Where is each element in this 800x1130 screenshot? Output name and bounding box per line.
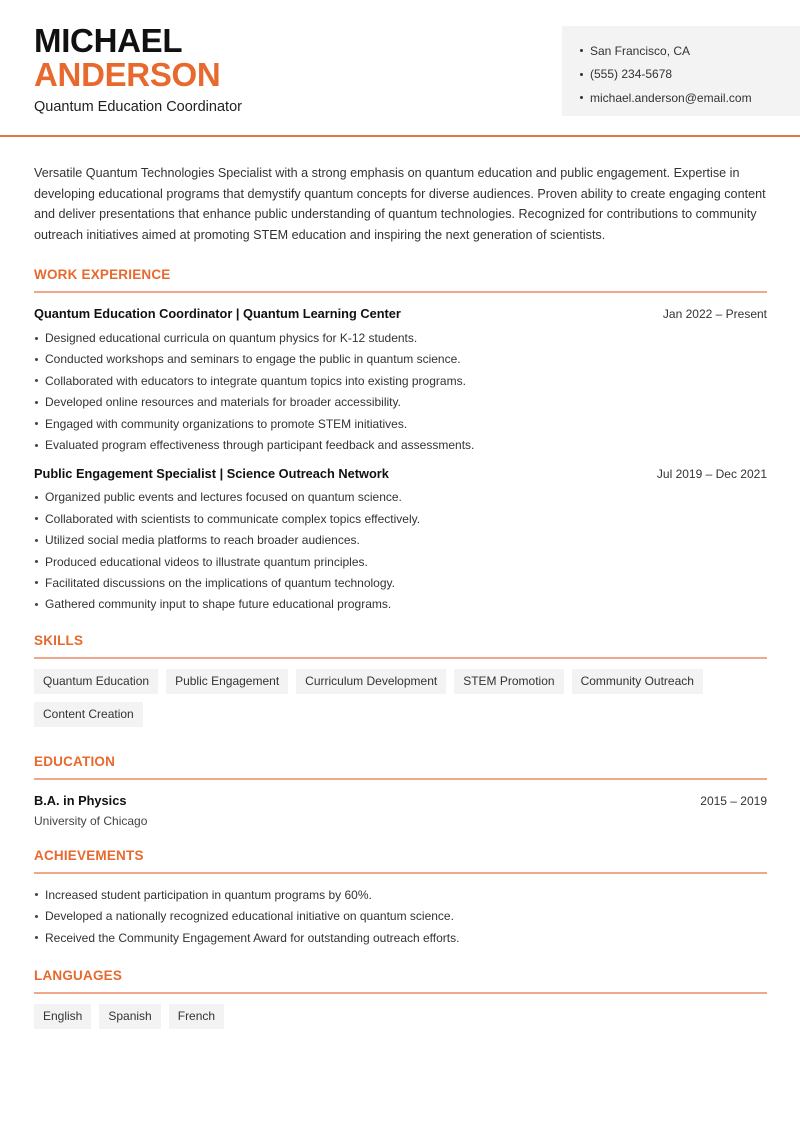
job-role: Public Engagement Specialist | Science Outreach Network <box>34 465 389 481</box>
bullet-text: Produced educational videos to illustrate quantum principles. <box>45 554 368 569</box>
bullet-text: Developed online resources and materials for broader accessibility. <box>45 395 401 410</box>
list-item <box>34 392 767 413</box>
job-title: Quantum Education Coordinator <box>34 99 242 115</box>
list-item <box>34 905 767 926</box>
bullet-icon <box>580 49 583 52</box>
bullet-text: Collaborated with scientists to communicate complex topics effectively. <box>45 511 421 526</box>
skill-chip: STEM Promotion <box>454 669 563 694</box>
skill-chips <box>34 669 734 727</box>
bullet-icon <box>35 915 38 918</box>
skill-chip: Quantum Education <box>34 669 158 694</box>
first-name: MICHAEL <box>34 22 183 59</box>
skill-chip: Community Outreach <box>572 669 703 694</box>
list-item <box>34 487 767 508</box>
job-dates: Jul 2019 – Dec 2021 <box>656 466 767 481</box>
job-role: Quantum Education Coordinator | Quantum Learning Center <box>34 306 401 322</box>
contact-email <box>580 86 800 110</box>
bullet-icon <box>35 893 38 896</box>
school: University of Chicago <box>34 814 148 829</box>
languages-section <box>34 968 767 1029</box>
job-entry <box>34 466 767 615</box>
bullet-icon <box>580 96 583 99</box>
achievements-section <box>34 848 767 948</box>
list-item <box>34 927 767 948</box>
skill-chip: Curriculum Development <box>296 669 446 694</box>
bullet-text: Organized public events and lectures focused on quantum science. <box>45 490 402 505</box>
phone-text: (555) 234-5678 <box>590 67 673 82</box>
bullet-text: Evaluated program effectiveness through participant feedback and assessments. <box>45 438 475 453</box>
bullet-text: Developed a nationally recognized educational initiative on quantum science. <box>45 909 454 924</box>
email-text: michael.anderson@email.com <box>590 90 752 105</box>
bullet-icon <box>35 496 38 499</box>
section-title: LANGUAGES <box>34 968 123 984</box>
bullet-text: Facilitated discussions on the implications of quantum technology. <box>45 575 395 590</box>
section-title: WORK EXPERIENCE <box>34 267 171 283</box>
section-divider <box>34 291 767 293</box>
bullet-text: Collaborated with educators to integrate quantum topics into existing programs. <box>45 373 466 388</box>
list-item <box>34 508 767 529</box>
section-divider <box>34 778 767 780</box>
list-item <box>34 434 767 455</box>
bullet-icon <box>35 539 38 542</box>
list-item <box>34 530 767 551</box>
summary-paragraph: Versatile Quantum Technologies Specialist with a strong emphasis on quantum education and public engagement. Expertise in developing educational programs that demystify quantum concepts for diverse audiences. Proven ability to create engaging content and deliver presentations that enhance public understanding of quantum technologies. Recognized for contributions to community outreach initiatives aimed at promoting STEM education and inspiring the next generation of scientists. <box>34 166 766 242</box>
work-experience-section <box>34 267 767 615</box>
bullet-icon <box>35 581 38 584</box>
contact-phone <box>580 63 800 87</box>
bullet-icon <box>35 422 38 425</box>
bullet-text: Conducted workshops and seminars to engage the public in quantum science. <box>45 352 461 367</box>
bullet-icon <box>35 560 38 563</box>
bullet-icon <box>35 936 38 939</box>
list-item <box>34 349 767 370</box>
bullet-text: Gathered community input to shape future educational programs. <box>45 597 392 612</box>
section-title: SKILLS <box>34 633 84 649</box>
job-dates: Jan 2022 – Present <box>662 307 767 322</box>
list-item <box>34 327 767 348</box>
section-divider <box>34 872 767 874</box>
resume-header <box>0 0 800 137</box>
location-text: San Francisco, CA <box>590 43 691 58</box>
skill-chip: Public Engagement <box>166 669 288 694</box>
list-item <box>34 413 767 434</box>
bullet-text: Increased student participation in quantum programs by 60%. <box>45 887 372 902</box>
section-title: ACHIEVEMENTS <box>34 848 144 864</box>
language-chips <box>34 1004 734 1029</box>
job-entry <box>34 306 767 455</box>
contact-box <box>562 26 800 116</box>
list-item <box>34 572 767 593</box>
section-title: EDUCATION <box>34 754 116 770</box>
bullet-icon <box>35 401 38 404</box>
last-name: ANDERSON <box>34 56 221 93</box>
bullet-icon <box>35 517 38 520</box>
bullet-icon <box>35 337 38 340</box>
language-chip: French <box>169 1004 224 1029</box>
bullet-icon <box>35 379 38 382</box>
list-item <box>34 594 767 615</box>
bullet-icon <box>35 603 38 606</box>
section-divider <box>34 992 767 994</box>
resume-body <box>34 163 767 1029</box>
skill-chip: Content Creation <box>34 702 143 727</box>
list-item <box>34 370 767 391</box>
job-bullets <box>34 487 767 615</box>
bullet-text: Utilized social media platforms to reach broader audiences. <box>45 533 360 548</box>
education-section <box>34 754 767 828</box>
list-item <box>34 884 767 905</box>
bullet-icon <box>580 73 583 76</box>
section-divider <box>34 657 767 659</box>
bullet-text: Received the Community Engagement Award for outstanding outreach efforts. <box>45 930 460 945</box>
contact-location <box>580 39 800 63</box>
bullet-icon <box>35 444 38 447</box>
degree: B.A. in Physics <box>34 793 127 809</box>
list-item <box>34 551 767 572</box>
bullet-text: Engaged with community organizations to promote STEM initiatives. <box>45 416 408 431</box>
skills-section <box>34 633 767 727</box>
language-chip: English <box>34 1004 91 1029</box>
language-chip: Spanish <box>99 1004 160 1029</box>
achievement-bullets <box>34 884 767 948</box>
job-bullets <box>34 327 767 455</box>
bullet-text: Designed educational curricula on quantum physics for K-12 students. <box>45 331 418 346</box>
bullet-icon <box>35 358 38 361</box>
education-dates: 2015 – 2019 <box>700 794 767 809</box>
